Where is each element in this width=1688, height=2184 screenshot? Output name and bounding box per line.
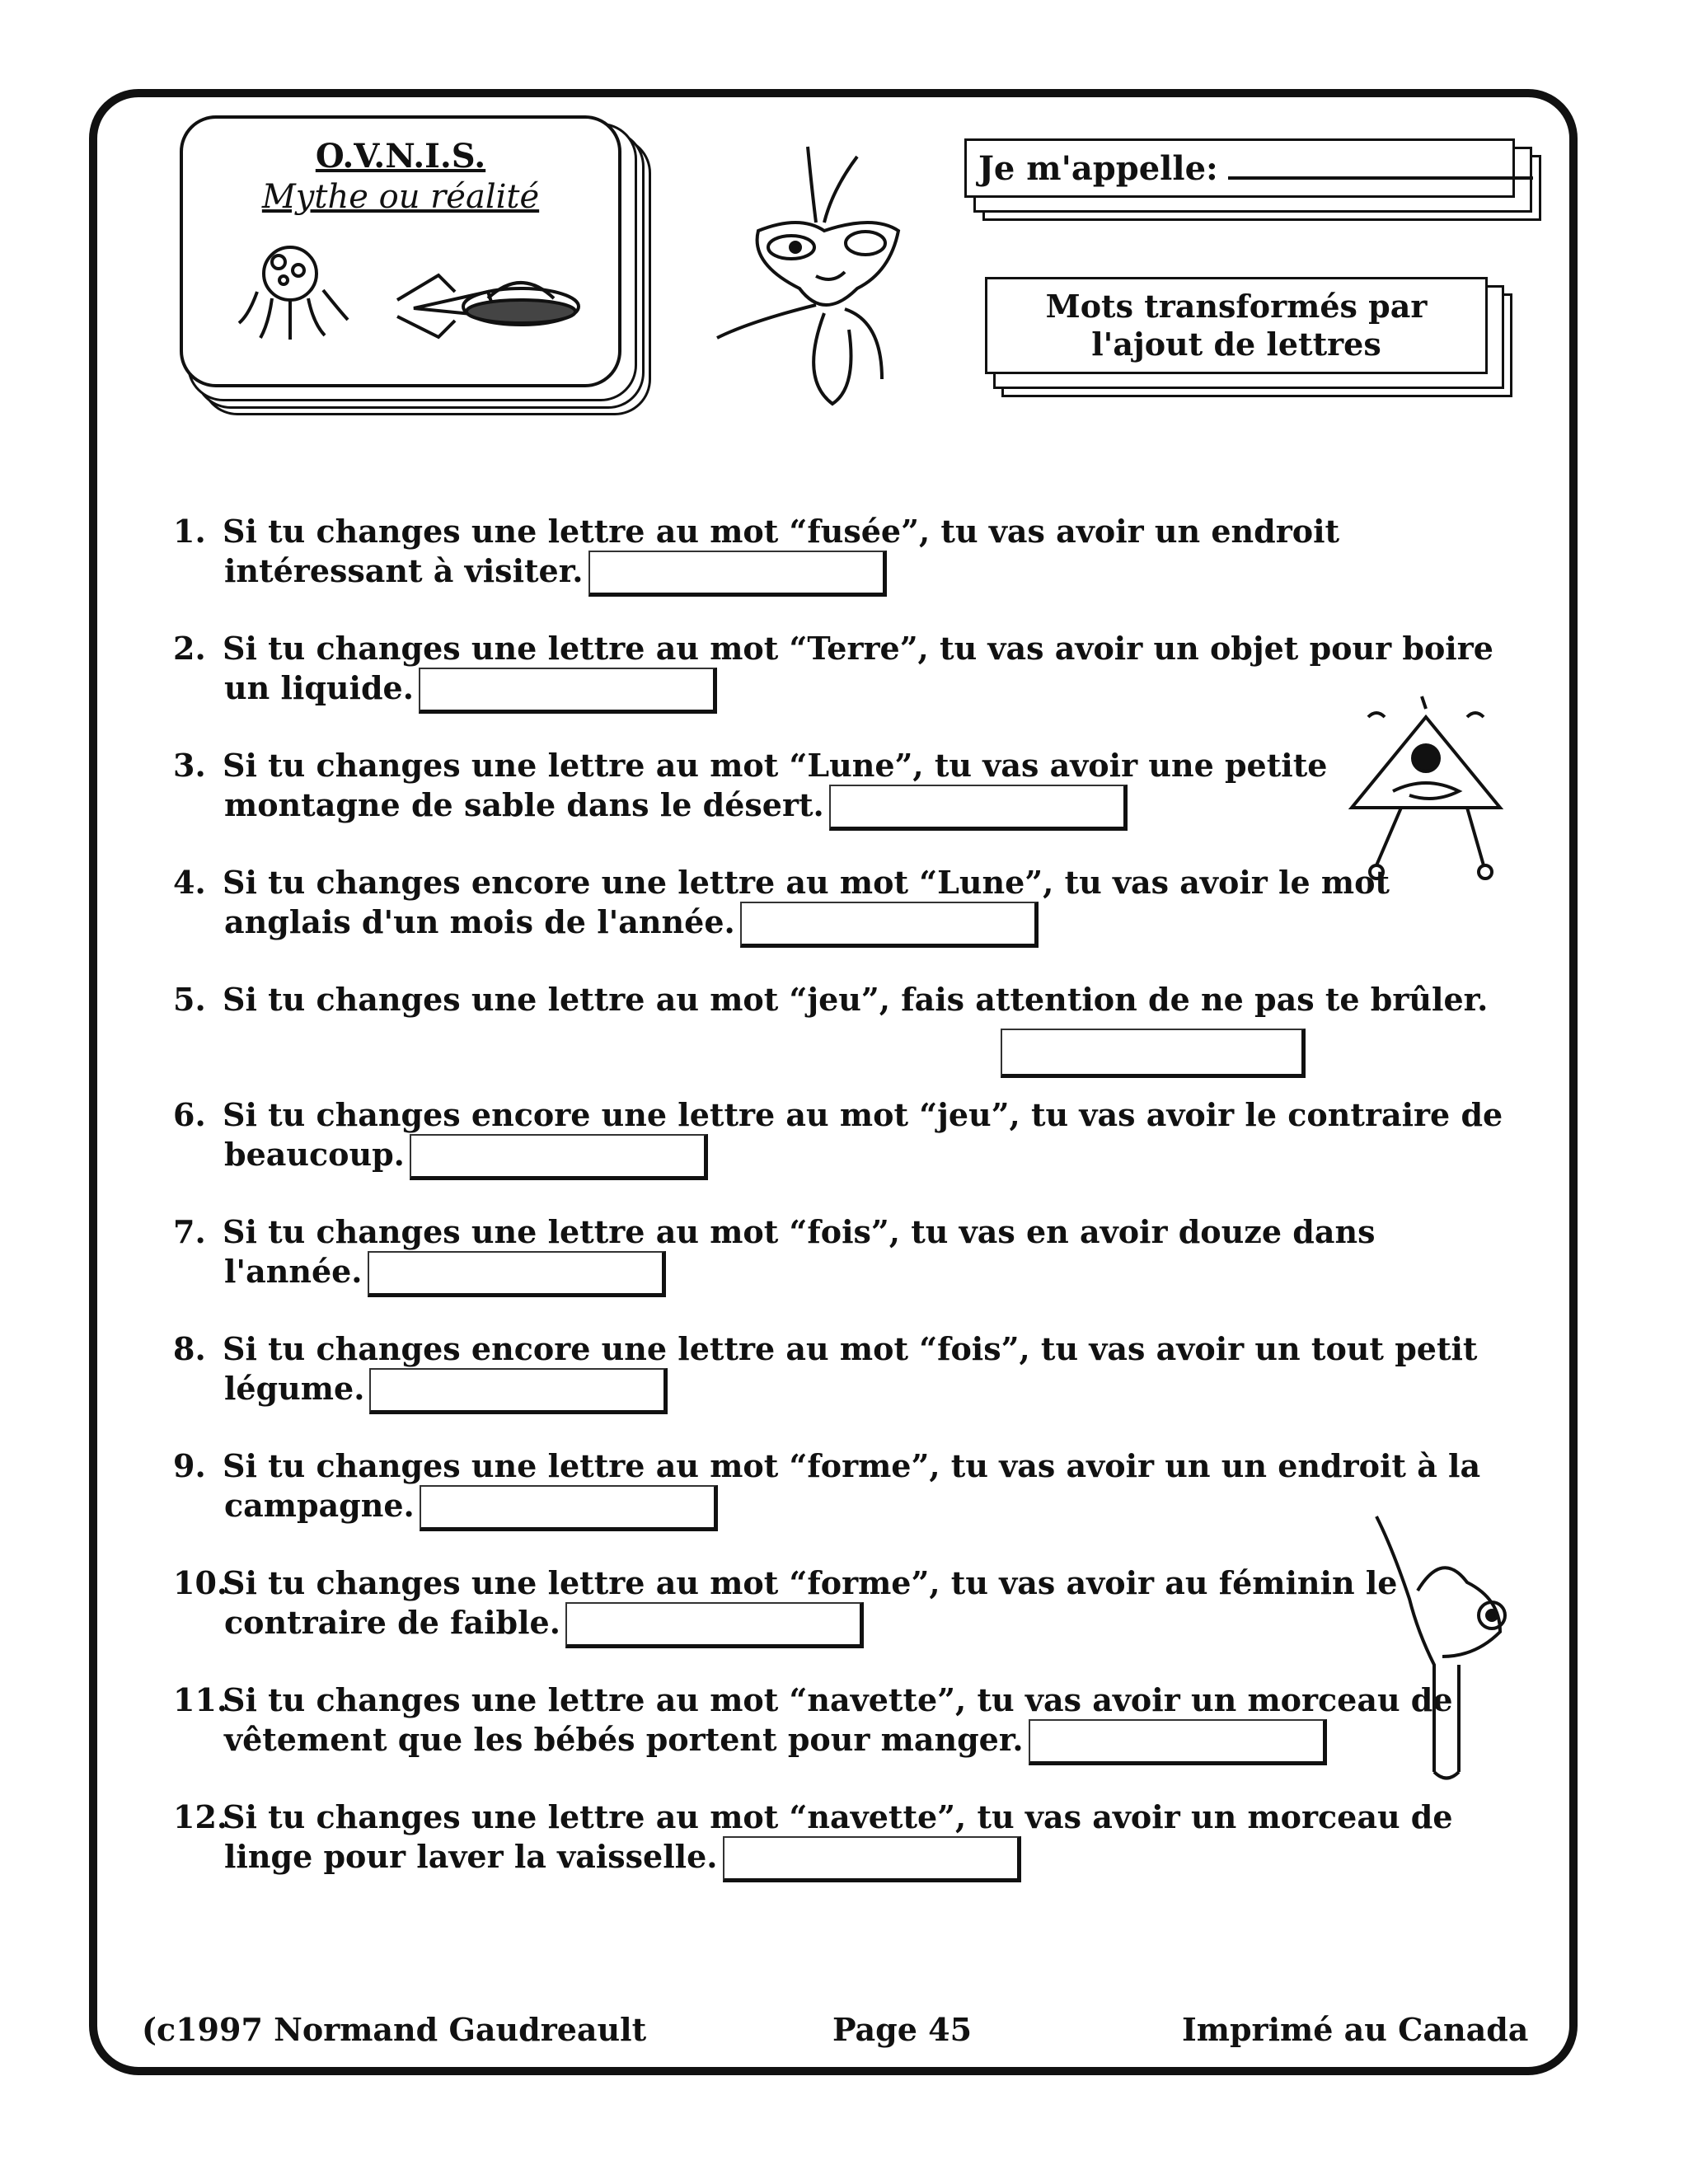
question-2: 2. Si tu changes une lettre au mot “Terre”, tu vas avoir un objet pour boire un liquide. — [173, 630, 1360, 714]
question-10: 10.Si tu changes une lettre au mot “forme”, tu vas avoir au féminin le contraire de faible. — [173, 1564, 1360, 1648]
answer-box-4[interactable] — [740, 902, 1039, 948]
name-box — [964, 138, 1541, 221]
question-4: 4. Si tu changes encore une lettre au mot “Lune”, tu vas avoir le mot anglais d'un mois de l'année. — [173, 864, 1360, 948]
topic-label: Mots transformés par l'ajout de lettres — [985, 277, 1488, 374]
answer-box-12[interactable] — [723, 1836, 1021, 1882]
worksheet-title: O.V.N.I.S. — [315, 137, 486, 176]
answer-box-1[interactable] — [588, 551, 887, 597]
octopus-alien-icon — [232, 241, 356, 348]
rocket-ufo-icon — [389, 259, 587, 349]
answer-box-6[interactable] — [410, 1134, 708, 1180]
answer-box-3[interactable] — [829, 785, 1128, 831]
title-card — [180, 115, 649, 412]
answer-box-5[interactable] — [1001, 1029, 1306, 1078]
question-12: 12.Si tu changes une lettre au mot “navette”, tu vas avoir un morceau de linge pour laver la vaisselle. — [173, 1798, 1360, 1882]
answer-box-2[interactable] — [419, 668, 717, 714]
name-label: Je m'appelle: — [978, 149, 1218, 188]
antenna-alien-icon — [701, 140, 931, 420]
waving-alien-icon — [1360, 1500, 1525, 1797]
copyright-footer: (c1997 Normand Gaudreault — [142, 2011, 647, 2048]
question-5: 5. Si tu changes une lettre au mot “jeu”, fais attention de ne pas te brûler. — [173, 981, 1489, 1018]
answer-box-10[interactable] — [565, 1602, 864, 1648]
triangle-alien-icon — [1343, 692, 1517, 890]
question-6: 6. Si tu changes encore une lettre au mot “jeu”, tu vas avoir le contraire de beaucoup. — [173, 1096, 1360, 1180]
worksheet-subtitle: Mythe ou réalité — [261, 178, 540, 216]
answer-box-9[interactable] — [420, 1485, 718, 1531]
name-field[interactable] — [1228, 155, 1533, 180]
topic-box — [985, 277, 1512, 401]
answer-box-7[interactable] — [368, 1251, 666, 1297]
question-9: 9. Si tu changes une lettre au mot “forme”, tu vas avoir un un endroit à la campagne. — [173, 1447, 1360, 1531]
question-1: 1. Si tu changes une lettre au mot “fusée”, tu vas avoir un endroit intéressant à visiter. — [173, 513, 1360, 597]
question-11: 11.Si tu changes une lettre au mot “navette”, tu vas avoir un morceau de vêtement que les bébés portent pour manger. — [173, 1681, 1360, 1765]
question-3: 3. Si tu changes une lettre au mot “Lune”, tu vas avoir une petite montagne de sable dans le désert. — [173, 747, 1360, 831]
answer-box-8[interactable] — [369, 1368, 668, 1414]
page-number: Page 45 — [832, 2011, 973, 2048]
printed-in-footer: Imprimé au Canada — [1182, 2011, 1529, 2048]
question-7: 7. Si tu changes une lettre au mot “fois”, tu vas en avoir douze dans l'année. — [173, 1213, 1360, 1297]
answer-box-11[interactable] — [1029, 1719, 1327, 1765]
question-8: 8. Si tu changes encore une lettre au mot “fois”, tu vas avoir un tout petit légume. — [173, 1330, 1360, 1414]
